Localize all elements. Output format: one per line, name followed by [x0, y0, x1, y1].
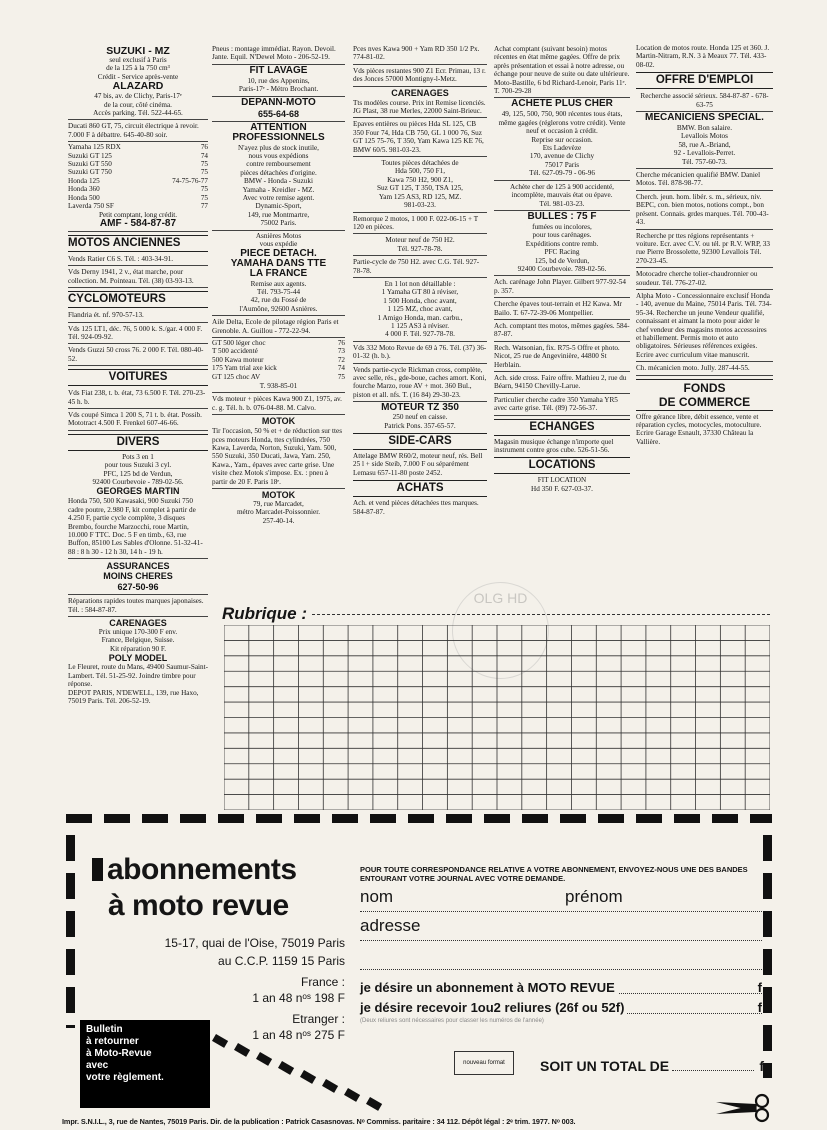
section-offre-emploi: OFFRE D'EMPLOI — [636, 72, 773, 89]
ad-poly-model: Le Fleuret, route du Mans, 49400 Saumur-Saint-Lambert. Tél. 51-25-92. Joindre timbre pour réponse. — [68, 663, 208, 689]
ad-motocadre: Motocadre cherche tolier-chaudronnier ou soudeur. Tél. 776-27-02. — [636, 269, 773, 290]
border-dash — [66, 814, 92, 823]
subscription-form — [360, 865, 762, 1024]
price-model: GT 500 léger choc — [212, 338, 266, 347]
ad-rech: Rech. Watsonian, fix. R75-5 Offre et photo. Nicot, 25 rue de Angevinière, 44800 St Herblain. — [494, 343, 630, 372]
format-checkbox[interactable]: nouveau format — [454, 1051, 514, 1075]
ad-moteur-neuf: Moteur neuf de 750 H2. Tél. 927-78-78. — [353, 235, 487, 256]
ad-vds-moteur: Vds moteur + pièces Kawa 900 Z1, 1975, av. c. g. Tél. h. b. 076-04-88. M. Calvo. — [212, 394, 345, 415]
border-dash — [66, 949, 75, 975]
price-row — [68, 185, 208, 193]
ad-pots: Pots 3 en 1 pour tous Suzuki 3 cyl. PFC, 125 bd de Verdun, 92400 Courbevoie - 789-02-56. — [92, 452, 184, 486]
ad-georges-martin: Honda 750, 500 Kawasaki, 900 Suzuki 750 cadre poutre, 2.980 F, kit complet à partir de 4.250 F, partie cycle complète, 3 disques Brembo, fourche Marzocchi, roue Martin, 10.000 F TTC. Doc. 5 F en timb., 63, rue Buffon, 85100 Les Sables d'Olonne. 51-32-41-88 : 8 h 30 - 12 h 30, 14 h - 19 h. — [68, 496, 208, 559]
ad-attention: N'ayez plus de stock inutile, nous vous expédions contre remboursement pièces détachées d'origine. BMW - Honda - Suzuki Yamaha - Kreidler - MZ. Avec votre remise agent. Dynamic-Sport, 149, rue Montmartre, 75002 Paris. — [212, 143, 345, 231]
price-note: Petit comptant, long crédit. — [98, 210, 178, 219]
price-year: 74 — [200, 151, 208, 160]
price-year: 74-75-76-77 — [172, 176, 208, 185]
price-year: 76 — [200, 143, 208, 152]
border-dash — [66, 873, 75, 899]
border-dash — [674, 814, 700, 823]
ad-title-moteur-tz: MOTEUR TZ 350 — [381, 402, 459, 414]
section-voitures: VOITURES — [68, 369, 208, 386]
ad-title-suzuki: SUZUKI - MZ — [106, 45, 170, 57]
ad-achats: Ach. et vend pièces détachées ttes marques. 584-87-87. — [353, 499, 479, 516]
border-dash — [66, 911, 75, 937]
ad-fit-lavage: 10, rue des Appenins, Paris-17ᵉ - Métro Brochant. — [212, 76, 345, 97]
ad-title-carenages: CARENAGES — [391, 87, 449, 98]
price-model: 175 Yam trial axe kick — [212, 364, 277, 373]
ad-achat-comptant: Achat comptant (suivant besoin) motos récentes en état même gagées. Offre de prix après présentation et essai à notre adresse, ou échange pour neuve de suite ou date ultérieure. Moto-Bastille, 6 bd Richard-Lenoir, Paris 11ᵉ. T. 700-29-28 — [494, 44, 630, 98]
section-locations: LOCATIONS — [494, 457, 630, 474]
name-field[interactable] — [360, 887, 762, 912]
ad-side-cross: Ach. side cross. Faire offre. Mathieu 2, rue du Béarn, 94150 Chevilly-Larue. — [494, 373, 630, 394]
ad-epaves: Epaves entières ou pièces Hda SL 125, CB 350 Four 74, Hda CB 750, GL 1 000 76, Suz GT 125 75-76, T 350, Yam Kawa 125 KE 76, BMW 60/5. 981-03-23. — [353, 119, 487, 157]
reliures-line[interactable] — [360, 998, 762, 1018]
ad-partie-cycle-rickman: Vends partie-cycle Rickman cross, complète, avec selle, rés., gde-boue, caches amort. Koni, fourche Marzo, roue AV + mot. 360 Bul., piston et all. nfs. T. (16 84) 29-30-23. — [353, 365, 487, 403]
ad-title-alazard: ALAZARD — [112, 80, 164, 93]
ad-writing-grid[interactable] — [224, 625, 770, 810]
price-year: 77 — [200, 202, 208, 211]
column-5 — [636, 44, 773, 446]
price-year: 75 — [200, 185, 208, 194]
bulletin-box: Bulletin à retourner à Moto-Revue avec votre règlement. — [80, 1020, 210, 1108]
column-3 — [353, 44, 487, 516]
ad-depot-paris: DEPOT PARIS, N'DEWELL, 139, rue Haxo, 75019 Paris. Tél. 206-52-19. — [68, 688, 199, 705]
price-model: Honda 360 — [68, 185, 100, 194]
ad-partie-cycle-750: Partie-cycle de 750 H2. avec C.G. Tél. 927-78-78. — [353, 257, 487, 278]
border-dash — [218, 814, 244, 823]
section-achats: ACHATS — [353, 480, 487, 497]
border-dash — [750, 814, 772, 823]
rubrique-label: Rubrique : — [222, 604, 307, 623]
coupon-address: 15-17, quai de l'Oise, 75019 Paris — [164, 936, 345, 950]
ad-depann-tel: 655-64-68 — [212, 108, 345, 122]
subscription-line[interactable] — [360, 978, 762, 998]
price-row — [212, 347, 345, 355]
rubrique-line[interactable] — [312, 614, 770, 615]
price-year: 75 — [200, 160, 208, 169]
border-dash — [142, 814, 168, 823]
section-side-cars: SIDE-CARS — [353, 433, 487, 450]
subscription-text: je désire un abonnement à MOTO REVUE — [360, 980, 618, 995]
ad-title-poly-model: POLY MODEL — [108, 653, 168, 664]
address-field-2[interactable] — [360, 945, 762, 970]
price-row — [68, 152, 208, 160]
ad-item: Vds coupé Simca 1 200 S, 71 t. b. état. Possib. Mototract 4.500 F. Frenkel 607-46-66. — [68, 410, 208, 431]
border-dash — [332, 814, 358, 823]
price-row — [212, 364, 345, 372]
column-1 — [68, 44, 208, 705]
ad-locations: FIT LOCATION Hd 350 F. 627-03-37. — [531, 476, 593, 493]
imprint-footer: Impr. S.N.I.L., 3, rue de Nantes, 75019 Paris. Dir. de la publication : Patrick Casasnovas. Nᵒ Commiss. paritaire : 34 112. Dépôt légal : 2ᵉ trim. 1977. Nᵒ 003. — [62, 1117, 576, 1126]
ad-vds-332: Vds 332 Moto Revue de 69 à 76. Tél. (37) 36-01-32 (h. b.). — [353, 343, 487, 364]
ad-piece-detach: Remise aux agents. Tél. 793-75-44 42, rue du Fossé de l'Aumône, 92600 Asnières. — [212, 279, 345, 317]
currency-f: f — [757, 1000, 762, 1015]
ad-achete-plus-cher: 49, 125, 500, 750, 900 récentes tous états, même gagées (réglerons votre crédit). Vente neuf et occasion à crédit. Reprise sur occasion. Ets Ladevèze 170, avenue de Clichy 75017 Paris Tél. 627-09-79 - 06-96 — [494, 109, 630, 180]
border-dash — [408, 814, 434, 823]
ad-text-alazard: 47 bis, av. de Clichy, Paris-17ᵉ de la cour, côté cinéma. Accès parking. Tél. 522-44-65. — [68, 91, 208, 120]
price-row — [212, 356, 345, 364]
border-dash — [763, 911, 772, 937]
france-price: 1 an 48 nᵒˢ 198 F — [252, 991, 345, 1005]
ad-item: Flandria ét. nf. 970-57-13. — [68, 310, 208, 322]
ad-bulles: fumées ou incolores, pour tous carénages. Expéditions contre remb. PFC Racing 125, bd de Verdun, 92400 Courbevoie. 789-02-56. — [494, 222, 630, 276]
ad-cherche-mecanicien: Cherche mécanicien qualifié BMW. Daniel Motos. Tél. 878-98-77. — [636, 170, 773, 191]
border-dash — [763, 873, 772, 899]
france-label: France : — [300, 975, 345, 989]
border-dash — [763, 835, 772, 861]
ad-vds-pieces: Vds pièces restantes 900 Z1 Ecr. Primau, 13 r. des Jonces 57000 Montigny-l-Metz. — [353, 66, 487, 87]
border-dash — [66, 987, 75, 1013]
ad-amf: AMF - 584-87-87 — [68, 219, 208, 232]
ad-title-achete-plus-cher: ACHETE PLUS CHER — [511, 98, 613, 110]
correspondence-note: POUR TOUTE CORRESPONDANCE RELATIVE A VOTRE ABONNEMENT, ENVOYEZ-NOUS UNE DES BANDES ENTOURANT VOTRE JOURNAL AVEC VOTRE DEMANDE. — [360, 865, 748, 883]
ad-text-suzuki: seul exclusif à Paris de la 125 à la 750 cm³ Crédit - Service après-vente — [97, 56, 179, 81]
border-dash — [344, 1088, 360, 1102]
border-dash — [763, 1063, 772, 1078]
section-divers: DIVERS — [68, 434, 208, 451]
ad-title-motok: MOTOK — [261, 416, 296, 427]
etranger-price: 1 an 48 nᵒˢ 275 F — [252, 1028, 345, 1042]
ad-reparations: Réparations rapides toutes marques japonaises. Tél. : 584-87-87. — [68, 596, 208, 617]
column-2 — [212, 44, 345, 525]
ad-item: Vds 125 LT1, déc. 76, 5 000 k. S./gar. 4 000 F. Tél. 924-09-92. — [68, 324, 208, 345]
ad-item: Vds Derny 1941, 2 v., état marche, pour collection. M. Pointeau. Tél. (38) 03-93-13. — [68, 267, 208, 288]
border-dash — [278, 1061, 294, 1075]
border-dash — [598, 814, 624, 823]
section-motos-anciennes: MOTOS ANCIENNES — [68, 235, 208, 252]
price-year: 74 — [337, 364, 345, 373]
column-4 — [494, 44, 630, 493]
ad-carenages: Prix unique 170-300 F env. France, Belgique, Suisse. Kit réparation 90 F. — [98, 628, 178, 653]
ad-motok-2: 79, rue Marcadet, métro Marcadet-Poissonnier. 257-40-14. — [236, 500, 321, 525]
border-dash — [763, 1025, 772, 1051]
ad-title-carenages: CARENAGES — [109, 618, 167, 629]
border-dash — [560, 814, 586, 823]
border-dash — [370, 814, 396, 823]
section-fonds-de-commerce: FONDS DE COMMERCE — [636, 379, 773, 411]
ad-side-cars: Attelage BMW R60/2, moteur neuf, rés. Bell 25 l + side Steib, 7.000 F ou séparément Lemasu 657-11-80 poste 2452. — [353, 452, 483, 477]
price-model: Suzuki GT 125 — [68, 151, 112, 160]
ad-title-piece-detach: PIECE DETACH. YAMAHA DANS TTE LA FRANCE — [230, 247, 327, 279]
price-row — [212, 373, 345, 381]
ad-title-mecaniciens: MECANICIENS SPECIAL. — [645, 112, 764, 124]
price-year: 75 — [200, 168, 208, 177]
price-year: 76 — [337, 338, 345, 347]
price-model: Suzuki GT 550 — [68, 160, 112, 169]
ad-pneus: Pneus : montage immédiat. Rayon. Devoil. Jante. Equil. N'Dewel Moto - 206-52-19. — [212, 44, 345, 65]
ad-cherche-epaves: Cherche épaves tout-terrain et H2 Kawa. Mr Bailo. T. 67-72-39-06 Montpellier. — [494, 299, 630, 320]
border-dash — [484, 814, 510, 823]
title-line-1: abonnements — [107, 853, 297, 886]
ad-particulier: Particulier cherche cadre 350 Yamaha YR5 avec carte grise. Tél. (89) 72-56-37. — [494, 395, 630, 416]
border-dash — [300, 1070, 316, 1084]
ad-aile-delta: Aile Delta, Ecole de pilotage région Paris et Grenoble. A. Guillou - 772-22-94. — [212, 317, 345, 338]
price-year: 73 — [337, 347, 345, 356]
ad-alpha-moto: Alpha Moto - Concessionnaire exclusif Honda - 140, avenue du Maine, 75014 Paris. Tél. 734-95-34. Recherche un jeune Vendeur qualifié, connaissant et aimant la moto pour aider le chef vendeur des magasins motos accessoires et habillement. Permis moto et auto obligatoires. Sérieuses références exigées. Ecrire avec curriculum vitae manuscrit. — [636, 291, 773, 362]
price-row — [212, 339, 345, 347]
ad-title-motok-2: MOTOK — [261, 490, 296, 501]
ad-title-fit-lavage: FIT LAVAGE — [249, 64, 308, 76]
ad-asnieres: Asnières Motos vous expédie — [255, 231, 302, 249]
ad-toutes-pieces: Toutes pièces détachées de Hda 500, 750 F1, Kawa 750 H2, 900 Z1, Suz GT 125, T 350, TSA 125, Yam 125 AS3, RD 125, MZ. 981-03-23. — [353, 158, 487, 212]
prenom-label: prénom — [565, 887, 623, 906]
ad-title-assurances: ASSURANCES MOINS CHERES — [103, 561, 173, 582]
price-tel: T. 938-85-01 — [212, 381, 345, 393]
price-row — [68, 168, 208, 176]
ad-moteur-tz: 250 neuf en caisse. Patrick Pons. 357-65-57. — [384, 413, 456, 430]
subscription-title — [92, 852, 297, 924]
price-year: 75 — [337, 372, 345, 381]
ad-motok: Tir l'occasion, 50 % et + de réduction sur ttes pces moteurs Honda, ttes cylindrées, 750 Kawa, Laverda, Norton, Suzuki, Yam. 500, 550 Suzuki, 350 Ducati, Jawa, Yam. 250, Kawa., Yam., épaves avec carte grise. Une visite chez Motok s'impose. Ex. : pneu à partir de 20 F. Paris 18ᵉ. — [212, 426, 345, 489]
reliures-text: je désire recevoir 1ou2 reliures (26f ou 52f) — [360, 1000, 627, 1015]
ad-jeune-homme: Cherch. jeun. hom. libér. s. m., sérieux, niv. BEPC, con. bien motos, notions compt., bon présent. Connais. grdes marques. Tél. 700-43-43. — [636, 192, 773, 230]
price-row — [68, 194, 208, 202]
border-dash — [522, 814, 548, 823]
price-model: Suzuki GT 750 — [68, 168, 112, 177]
price-list — [212, 339, 345, 381]
ad-pces: Pces nves Kawa 900 + Yam RD 350 1/2 Px. 774-81-02. — [353, 44, 487, 65]
reliures-note: (Deux reliures sont nécessaires pour classer les numéros de l'année) — [360, 1018, 544, 1024]
ad-item: Vends Guzzi 50 cross 76. 2 000 F. Tél. 080-40-52. — [68, 345, 208, 366]
price-row — [68, 177, 208, 185]
ad-item: Vds Fiat 238, t. b. état, 73 6.500 F. Tél. 270-23-45 h. b. — [68, 388, 208, 409]
ad-assurances-tel: 627-50-96 — [68, 581, 208, 595]
border-dash — [763, 987, 772, 1013]
section-echanges: ECHANGES — [494, 419, 630, 436]
price-row — [68, 202, 208, 210]
ad-item: Vends Ratier C6 S. Tél. : 403-34-91. — [68, 254, 208, 266]
border-dash — [322, 1079, 338, 1093]
price-model: Honda 500 — [68, 193, 100, 202]
price-year: 75 — [200, 193, 208, 202]
border-dash — [712, 814, 738, 823]
border-dash — [446, 814, 472, 823]
price-row — [68, 160, 208, 168]
ad-title-georges-martin: GEORGES MARTIN — [96, 486, 180, 497]
section-cyclomoteurs: CYCLOMOTEURS — [68, 291, 208, 308]
price-row — [68, 143, 208, 151]
ad-remorque: Remorque 2 motos, 1 000 F. 022-06-15 + T 120 en pièces. — [353, 214, 487, 235]
etranger-label: Etranger : — [292, 1012, 345, 1026]
ad-recherche-representants: Recherche pr ttes régions représentants + voiture. Ecr. avec C.V. ou tél. pr R.V. WRP, 33 rue Pierre Brossolette, 92300 Levallois Tél. 270-23-45. — [636, 231, 773, 269]
total-line[interactable] — [540, 1058, 764, 1074]
border-dash — [180, 814, 206, 823]
border-dash — [763, 949, 772, 975]
border-dash — [636, 814, 662, 823]
ad-echanges: Magasin musique échange n'importe quel instrument contre gros cube. 526-51-56. — [494, 437, 614, 455]
ad-ch-mecanicien: Ch. mécanicien moto. Jully. 287-44-55. — [636, 363, 773, 375]
border-dash — [234, 1043, 250, 1057]
ad-carenages: Tts modèles course. Prix int Remise licenciés. JG Plast, 38 rue Merles, 22000 Saint-Brieuc. — [353, 98, 487, 119]
ad-mecaniciens: BMW. Bon salaire. Levallois Motos 58, rue A.-Briand, 92 - Levallois-Perret. Tél. 757-60-73. — [636, 123, 773, 169]
address-field[interactable] — [360, 916, 762, 941]
price-model: T 500 accidenté — [212, 347, 258, 356]
ad-location: Location de motos route. Honda 125 et 360. J. Martin-Nitram, R.N. 3 à Meaux 77. Tél. 433-08-02. — [636, 44, 770, 69]
price-model: Honda 125 — [68, 176, 100, 185]
border-dash — [66, 1025, 75, 1028]
ad-title-attention: ATTENTION PROFESSIONNELS — [232, 121, 325, 143]
ad-ach-comptant: Ach. comptant ttes motos, mêmes gagées. 584-87-87. — [494, 321, 630, 342]
border-dash — [104, 814, 130, 823]
price-model: 500 Kawa moteur — [212, 355, 264, 364]
price-model: GT 125 choc AV — [212, 372, 261, 381]
border-dash — [256, 1052, 272, 1066]
ad-achete-cher: Achète cher de 125 à 900 accidenté, incomplète, mauvais état ou épave. Tél. 981-03-23. — [494, 182, 630, 211]
ad-title-bulles: BULLES : 75 F — [527, 210, 597, 222]
currency-f: f — [757, 980, 762, 995]
price-model: Yamaha 125 RDX — [68, 143, 121, 152]
bullet-mark — [92, 858, 103, 881]
border-dash — [256, 814, 282, 823]
border-dash — [294, 814, 320, 823]
border-dash — [66, 835, 75, 861]
price-year: 72 — [337, 355, 345, 364]
ad-fonds: Offre gérance libre, débit essence, vente et réparation cycles, motocycles, motoculture. Ecrire Garage Esnault, 37330 Château la Vallière. — [636, 412, 762, 446]
ad-carenage-jp: Ach. carénage John Player. Gilbert 977-92-54 p. 357. — [494, 277, 630, 298]
adresse-label: adresse — [360, 916, 421, 935]
ad-title-depann-moto: DEPANN-MOTO — [241, 96, 316, 108]
ad-recherche-associe: Recherche associé sérieux. 584-87-87 - 678-63-75 — [636, 91, 773, 112]
border-dash — [366, 1097, 382, 1111]
title-line-2: à moto revue — [108, 889, 289, 922]
nom-label: nom — [360, 887, 394, 906]
total-label: SOIT UN TOTAL DE — [540, 1058, 670, 1074]
ad-ducati: Ducati 860 GT, 75, circuit électrique à revoir. 7.000 F à débattre. 645-40-80 soir. — [68, 121, 208, 142]
price-list — [68, 143, 208, 210]
stamp-watermark: OLG HD — [452, 582, 549, 679]
price-model: Laverda 750 SF — [68, 202, 114, 211]
currency-f: f — [759, 1058, 764, 1074]
ad-lot: En 1 lot non détaillable : 1 Yamaha GT 80 à réviser, 1 500 Honda, choc avant, 1 125 MZ, choc avant, 1 Amigo Honda, man. carbu., 1 125 AS3 à réviser. 4 000 F. Tél. 927-78-78. — [353, 279, 487, 342]
coupon-ccp: au C.C.P. 1159 15 Paris — [218, 954, 345, 968]
